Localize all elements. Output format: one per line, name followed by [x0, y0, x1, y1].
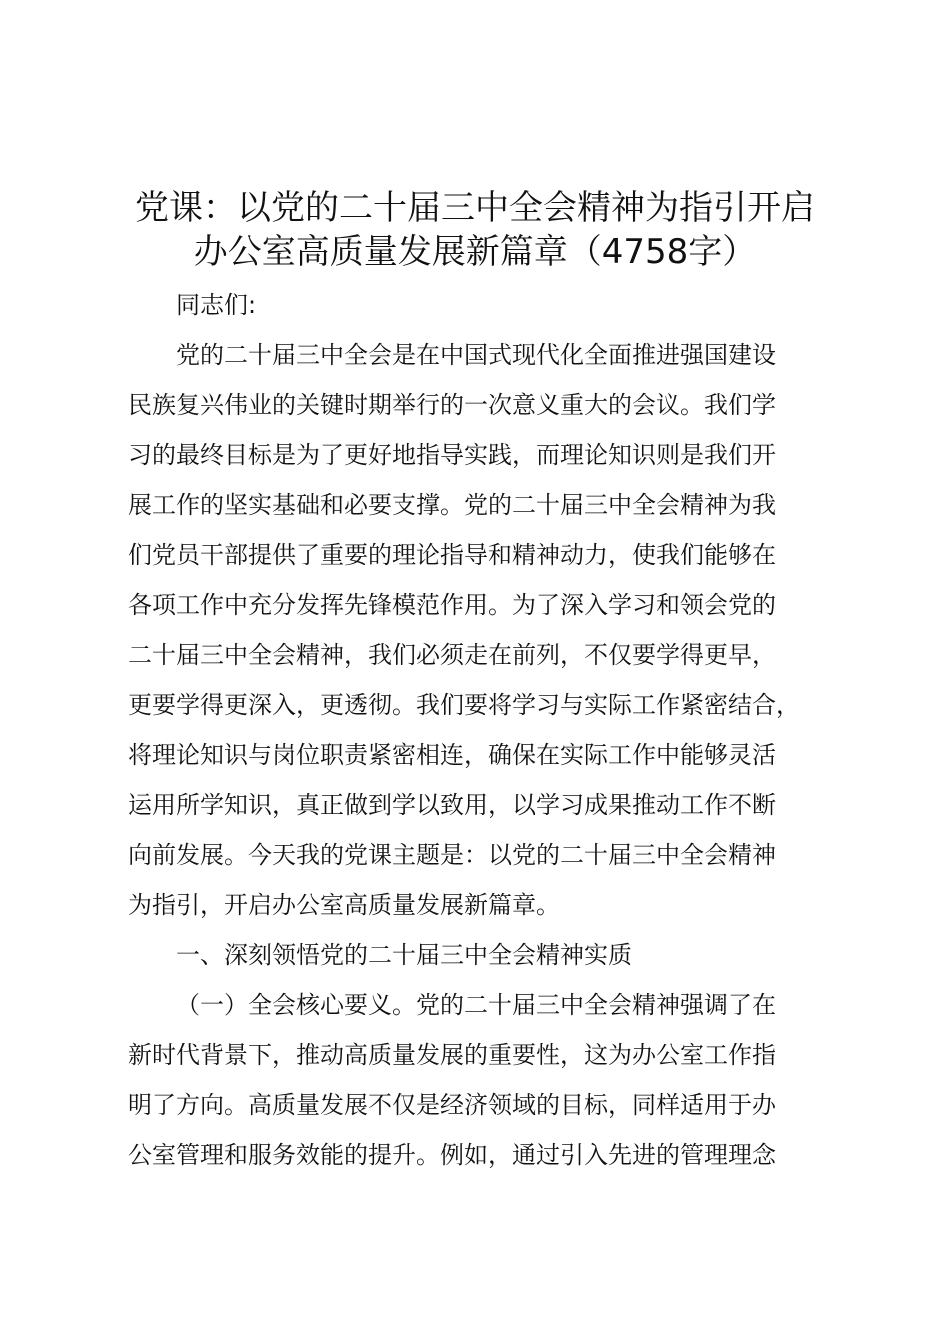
paragraph-1-line: 更要学得更深入，更透彻。我们要将学习与实际工作紧密结合，	[128, 691, 800, 719]
paragraph-1-line: 向前发展。今天我的党课主题是：以党的二十届三中全会精神	[128, 841, 776, 869]
document-body	[128, 280, 832, 1180]
paragraph-1-line: 为指引，开启办公室高质量发展新篇章。	[128, 891, 560, 919]
paragraph-1-line: 二十届三中全会精神，我们必须走在前列，不仅要学得更早，	[128, 641, 776, 669]
title-line-2: 办公室高质量发展新篇章（4758字）	[193, 232, 757, 272]
paragraph-2-line: （一）全会核心要义。党的二十届三中全会精神强调了在	[176, 991, 776, 1019]
salutation: 同志们:	[176, 291, 257, 319]
paragraph-1-line: 民族复兴伟业的关键时期举行的一次意义重大的会议。我们学	[128, 391, 776, 419]
paragraph-1-line: 将理论知识与岗位职责紧密相连，确保在实际工作中能够灵活	[128, 741, 776, 769]
paragraph-2-line: 新时代背景下，推动高质量发展的重要性，这为办公室工作指	[128, 1041, 776, 1069]
paragraph-2-line: 公室管理和服务效能的提升。例如，通过引入先进的管理理念	[128, 1141, 776, 1169]
paragraph-1-line: 们党员干部提供了重要的理论指导和精神动力，使我们能够在	[128, 541, 776, 569]
paragraph-1-line: 习的最终目标是为了更好地指导实践，而理论知识则是我们开	[128, 441, 776, 469]
section-1-heading: 一、深刻领悟党的二十届三中全会精神实质	[176, 941, 632, 969]
paragraph-2-line: 明了方向。高质量发展不仅是经济领域的目标，同样适用于办	[128, 1091, 776, 1119]
title-line-1: 党课：以党的二十届三中全会精神为指引开启	[135, 188, 815, 228]
paragraph-1-line: 运用所学知识，真正做到学以致用，以学习成果推动工作不断	[128, 791, 776, 819]
paragraph-1-line: 各项工作中充分发挥先锋模范作用。为了深入学习和领会党的	[128, 591, 776, 619]
paragraph-1-line: 党的二十届三中全会是在中国式现代化全面推进强国建设	[176, 341, 776, 369]
document-title	[100, 186, 850, 274]
paragraph-1-line: 展工作的坚实基础和必要支撑。党的二十届三中全会精神为我	[128, 491, 776, 519]
